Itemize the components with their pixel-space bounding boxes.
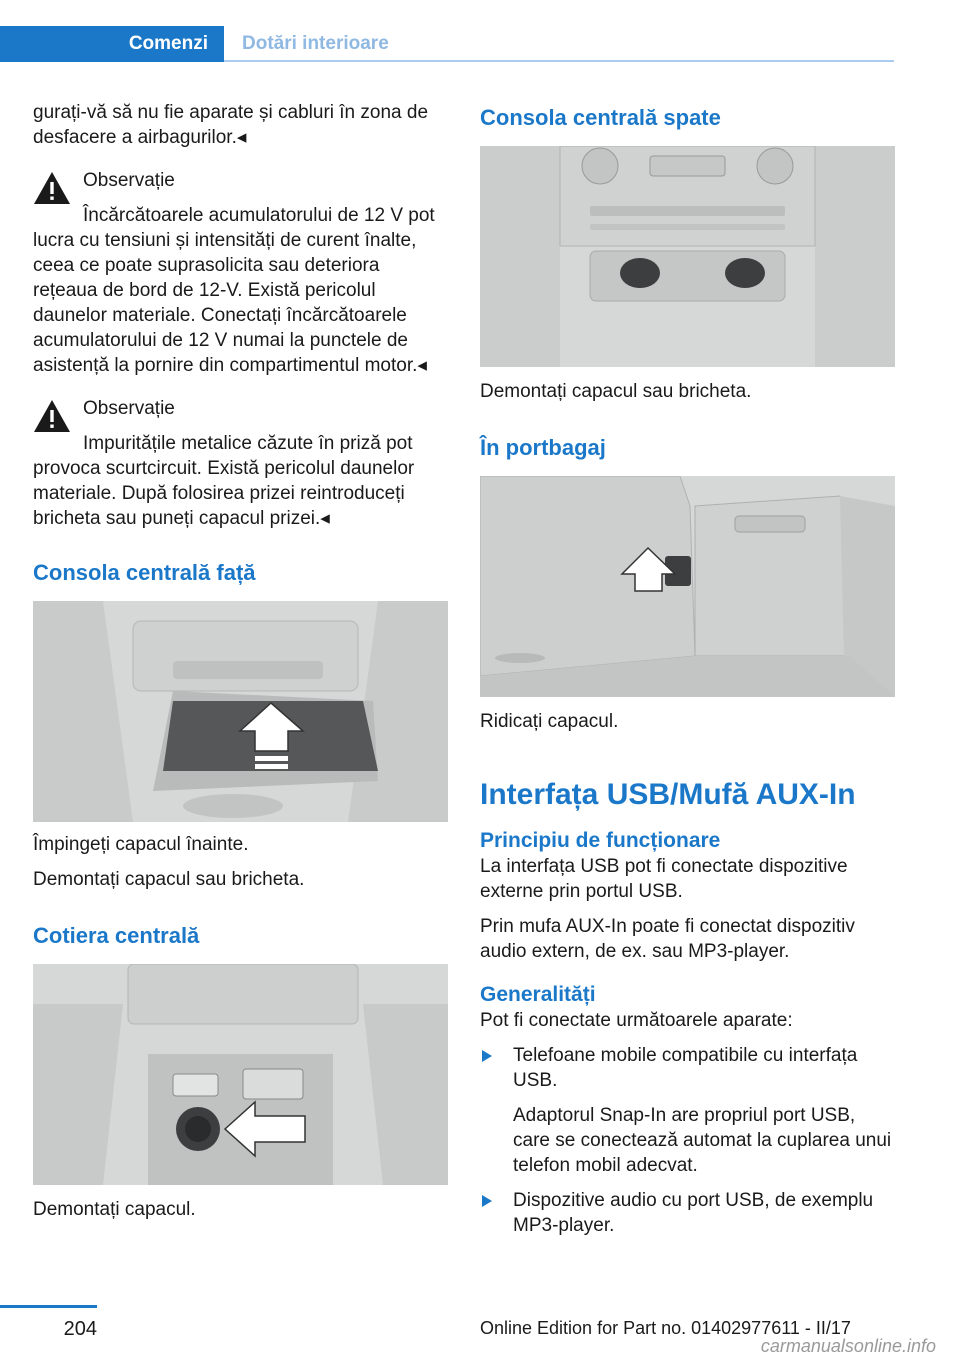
usb-text-2: Prin mufa AUX-In poate fi conectat dispozitiv audio extern, de ex. sau MP3-player.: [480, 916, 855, 962]
left-column: [33, 100, 448, 1222]
tab-comenzi[interactable]: Comenzi: [0, 26, 224, 62]
rear-console-illustration: [480, 146, 895, 367]
list-item-text: Telefoane mobile compatibile cu interfața USB.: [513, 1045, 858, 1091]
bullet-triangle-icon: [482, 1050, 492, 1062]
section-title-rear-console: Consola centrală spate: [480, 105, 721, 130]
footer-divider: [0, 1305, 97, 1308]
usb-text-3: Pot fi conectate următoarele aparate:: [480, 1010, 793, 1031]
section-title-armrest: Cotiera centrală: [33, 923, 200, 948]
device-list: [480, 1043, 895, 1238]
front-console-illustration: [33, 601, 448, 822]
page-header: [0, 0, 960, 62]
trunk-illustration: [480, 476, 895, 697]
rear-console-step-1: Demontați capacul sau bricheta.: [480, 381, 752, 402]
right-column: [480, 100, 895, 1238]
trunk-step-1: Ridicați capacul.: [480, 711, 619, 732]
warning-block-2: [33, 396, 448, 531]
intro-text: gurați-vă să nu fie aparate și cabluri în zona de desfacere a airbagurilor.◂: [33, 102, 429, 148]
warning-text-1: Încărcătoarele acumulatorului de 12 V pot lucra cu tensiuni și intensități de curent înalte, ceea ce poate suprasolicita sau deteriora rețeaua de bord de 12-V. Există pericolul daunelor materiale. Conectați încărcătoarele acumulatorului de 12 V numai la punctele de asistență la pornire din compartimentul motor.◂: [33, 205, 435, 376]
section-title-front-console: Consola centrală față: [33, 560, 256, 585]
list-item-subtext: Adaptorul Snap-In are propriul port USB, care se conectează automat la cuplarea unui telefon mobil adecvat.: [513, 1105, 892, 1176]
front-console-step-2: Demontați capacul sau bricheta.: [33, 869, 305, 890]
warning-triangle-icon: [33, 398, 71, 434]
tab-dotari-interioare[interactable]: Dotări interioare: [242, 33, 389, 54]
section-title-usb: Interfața USB/Mufă AUX-In: [480, 778, 856, 811]
warning-triangle-icon: [33, 170, 71, 206]
front-console-step-1: Împingeți capacul înainte.: [33, 834, 249, 855]
armrest-illustration: [33, 964, 448, 1185]
watermark: carmanualsonline.info: [760, 1336, 936, 1356]
list-item: [480, 1188, 895, 1238]
page-number: 204: [63, 1318, 97, 1340]
warning-text-2: Impuritățile metalice căzute în priză pot provoca scurtcircuit. Există pericolul daunelor materiale. După folosirea prizei reintroduceți bricheta sau puneți capacul prizei.◂: [33, 433, 415, 529]
warning-title-1: Observație: [83, 170, 175, 191]
header-divider: [224, 60, 894, 62]
armrest-step-1: Demontați capacul.: [33, 1199, 196, 1220]
usb-text-1: La interfața USB pot fi conectate dispozitive externe prin portul USB.: [480, 856, 848, 902]
edition-info: Online Edition for Part no. 01402977611 - II/17: [480, 1318, 851, 1338]
subtitle-general: Generalități: [480, 983, 596, 1006]
list-item: [480, 1043, 895, 1178]
section-title-trunk: În portbagaj: [480, 435, 606, 460]
warning-title-2: Observație: [83, 398, 175, 419]
list-item-text: Dispozitive audio cu port USB, de exemplu MP3-player.: [513, 1190, 874, 1236]
bullet-triangle-icon: [482, 1195, 492, 1207]
warning-block-1: [33, 168, 448, 378]
subtitle-principle: Principiu de funcționare: [480, 829, 721, 852]
